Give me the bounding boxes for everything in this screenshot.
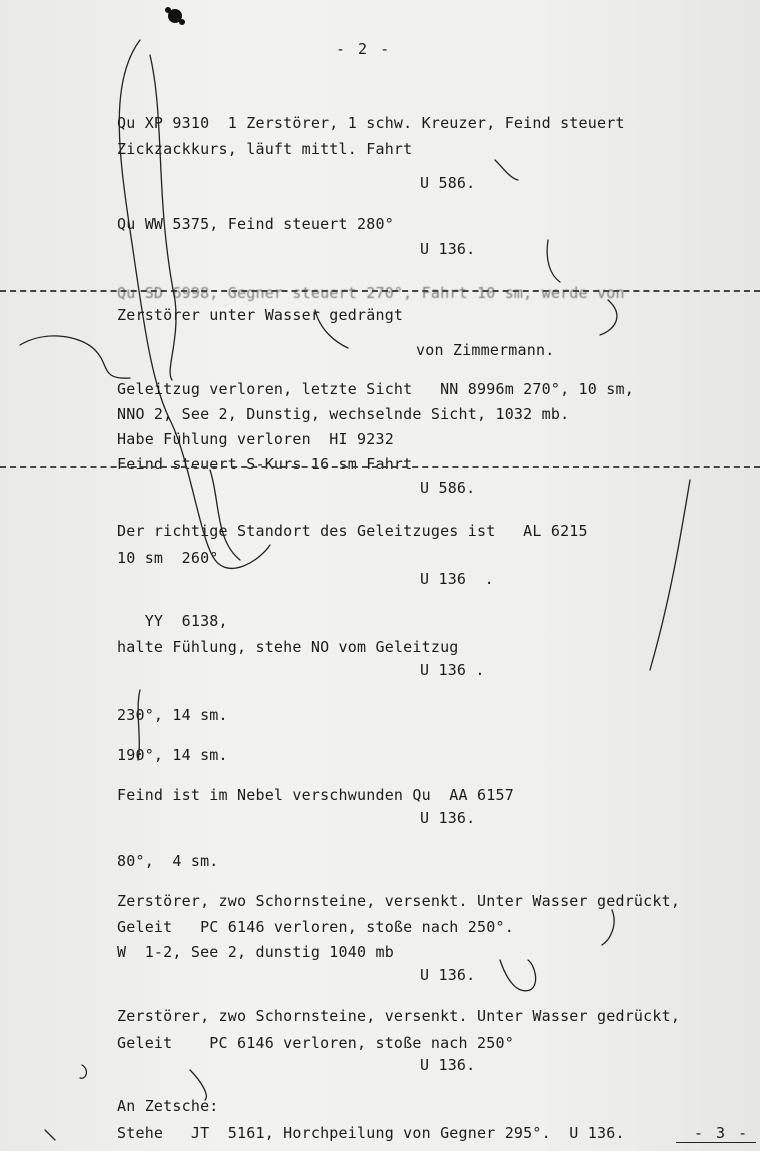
message-line: Qu XP 9310 1 Zerstörer, 1 schw. Kreuzer, Feind steuert — [117, 114, 625, 132]
message-line: An Zetsche: — [117, 1097, 219, 1115]
message-signature: von Zimmermann. — [416, 341, 555, 359]
fold-line — [0, 290, 760, 292]
message-line: Habe Fühlung verloren HI 9232 — [117, 430, 394, 448]
message-line: 230°, 14 sm. — [117, 706, 228, 724]
message-line: 190°, 14 sm. — [117, 746, 228, 764]
message-line: Geleit PC 6146 verloren, stoße nach 250°. — [117, 918, 514, 936]
next-page-underline — [676, 1142, 756, 1143]
next-page-number: - 3 - — [694, 1124, 750, 1142]
message-line: Zerstörer unter Wasser gedrängt — [117, 306, 404, 324]
message-line: 80°, 4 sm. — [117, 852, 219, 870]
message-line: Feind steuert S-Kurs 16 sm Fahrt — [117, 455, 413, 473]
message-line: NNO 2, See 2, Dunstig, wechselnde Sicht, 1032 mb. — [117, 405, 570, 423]
message-signature: U 136. — [420, 1056, 476, 1074]
message-line: W 1-2, See 2, dunstig 1040 mb — [117, 943, 394, 961]
message-signature: U 136. — [420, 809, 476, 827]
message-line: Geleit PC 6146 verloren, stoße nach 250° — [117, 1034, 514, 1052]
message-signature: U 136. — [420, 240, 476, 258]
message-line: Qu WW 5375, Feind steuert 280° — [117, 215, 394, 233]
message-signature: U 136 . — [420, 661, 485, 679]
message-line: Feind ist im Nebel verschwunden Qu AA 6157 — [117, 786, 514, 804]
message-line: Qu SD 6998, Gegner steuert 270°, Fahrt 10 sm, werde von — [117, 284, 625, 302]
fold-line — [0, 466, 760, 468]
message-signature: U 136 . — [420, 570, 494, 588]
message-line: Stehe JT 5161, Horchpeilung von Gegner 295°. U 136. — [117, 1124, 625, 1142]
message-line: halte Fühlung, stehe NO vom Geleitzug — [117, 638, 459, 656]
message-line: Geleitzug verloren, letzte Sicht NN 8996m 270°, 10 sm, — [117, 380, 634, 398]
message-signature: U 136. — [420, 966, 476, 984]
message-line: 10 sm 260° — [117, 549, 219, 567]
message-signature: U 586. — [420, 174, 476, 192]
message-signature: U 586. — [420, 479, 476, 497]
page-number: - 2 - — [336, 40, 392, 58]
message-line: Zerstörer, zwo Schornsteine, versenkt. Unter Wasser gedrückt, — [117, 892, 681, 910]
message-line: YY 6138, — [117, 612, 228, 630]
message-line: Der richtige Standort des Geleitzuges ist AL 6215 — [117, 522, 588, 540]
message-line: Zickzackkurs, läuft mittl. Fahrt — [117, 140, 413, 158]
message-line: Zerstörer, zwo Schornsteine, versenkt. Unter Wasser gedrückt, — [117, 1007, 681, 1025]
